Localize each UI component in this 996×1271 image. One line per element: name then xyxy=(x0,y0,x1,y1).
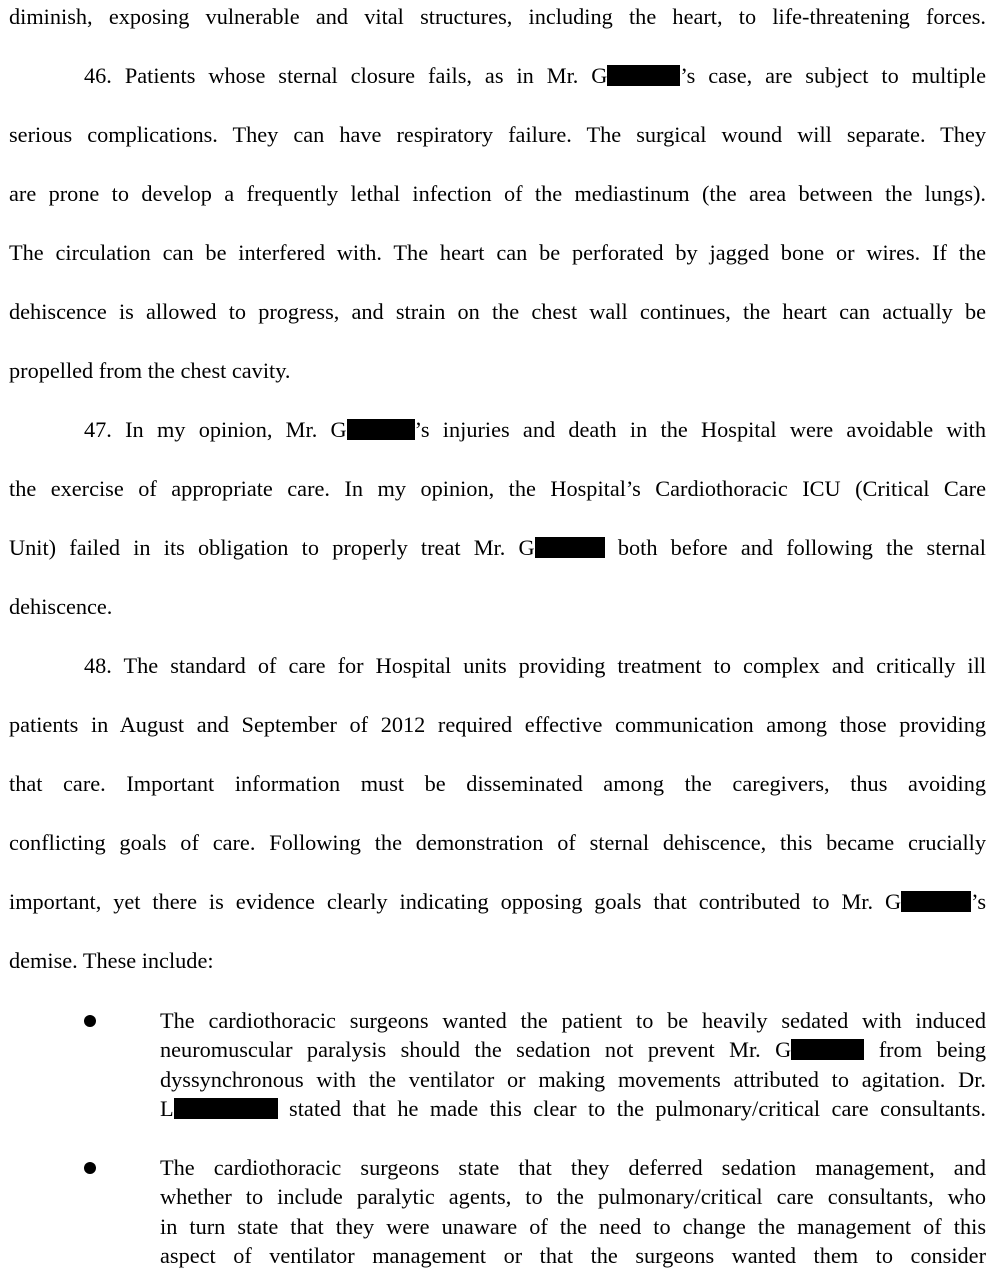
text-line: conflicting goals of care. Following the demonstration of sternal dehiscence, this became crucially xyxy=(9,830,986,855)
text-segment: ’s case, are subject to multiple xyxy=(680,63,987,88)
text-line: The circulation can be interfered with. The heart can be perforated by jagged bone or wires. If the xyxy=(9,240,986,265)
text-line xyxy=(9,889,986,915)
bullet-icon xyxy=(84,1015,96,1027)
text-segment: 46. Patients whose sternal closure fails, as in Mr. G xyxy=(84,63,608,88)
text-line: dehiscence. xyxy=(9,594,113,619)
text-segment: from being xyxy=(864,1037,987,1062)
paragraph-46-line-1 xyxy=(84,63,986,89)
text-segment: ’s xyxy=(971,889,986,914)
text-line: serious complications. They can have respiratory failure. The surgical wound will separate. They xyxy=(9,122,986,147)
paragraph-48-line-1: 48. The standard of care for Hospital units providing treatment to complex and critically ill xyxy=(84,653,986,678)
redaction-block xyxy=(901,891,971,912)
bullet-icon xyxy=(84,1162,96,1174)
redaction-block xyxy=(535,537,605,558)
redaction-block xyxy=(607,65,680,86)
text-line: demise. These include: xyxy=(9,948,214,973)
text-line: that care. Important information must be disseminated among the caregivers, thus avoiding xyxy=(9,771,986,796)
text-line: propelled from the chest cavity. xyxy=(9,358,291,383)
text-segment: 47. In my opinion, Mr. G xyxy=(84,417,347,442)
text-line xyxy=(9,535,986,561)
text-segment: important, yet there is evidence clearly indicating opposing goals that contributed to Mr. G xyxy=(9,889,902,914)
text-line: dehiscence is allowed to progress, and strain on the chest wall continues, the heart can actually be xyxy=(9,299,986,324)
redaction-block xyxy=(347,419,415,440)
text-segment: stated that he made this clear to the pulmonary/critical care consultants. xyxy=(277,1096,986,1121)
text-segment: ’s injuries and death in the Hospital were avoidable with xyxy=(414,417,987,442)
bullet-2-line-1: The cardiothoracic surgeons state that they deferred sedation management, and xyxy=(160,1155,986,1180)
redaction-block xyxy=(791,1039,864,1060)
bullet-1-line-1: The cardiothoracic surgeons wanted the patient to be heavily sedated with induced xyxy=(160,1008,986,1033)
text-line: patients in August and September of 2012 required effective communication among those providing xyxy=(9,712,986,737)
text-line xyxy=(160,1096,986,1122)
text-line: the exercise of appropriate care. In my opinion, the Hospital’s Cardiothoracic ICU (Critical Care xyxy=(9,476,986,501)
text-segment: both before and following the sternal xyxy=(604,535,986,560)
text-segment: neuromuscular paralysis should the sedation not prevent Mr. G xyxy=(160,1037,792,1062)
text-segment: L xyxy=(160,1096,174,1121)
text-line: whether to include paralytic agents, to the pulmonary/critical care consultants, who xyxy=(160,1184,986,1209)
text-line: diminish, exposing vulnerable and vital structures, including the heart, to life-threatening forces. xyxy=(9,4,986,29)
text-line: in turn state that they were unaware of the need to change the management of this xyxy=(160,1214,986,1239)
text-line: are prone to develop a frequently lethal infection of the mediastinum (the area between the lungs). xyxy=(9,181,986,206)
text-segment: Unit) failed in its obligation to properly treat Mr. G xyxy=(9,535,535,560)
text-line: aspect of ventilator management or that the surgeons wanted them to consider xyxy=(160,1243,986,1268)
paragraph-47-line-1 xyxy=(84,417,986,443)
text-line: dyssynchronous with the ventilator or making movements attributed to agitation. Dr. xyxy=(160,1067,986,1092)
text-line xyxy=(160,1037,986,1063)
redaction-block xyxy=(174,1098,278,1119)
